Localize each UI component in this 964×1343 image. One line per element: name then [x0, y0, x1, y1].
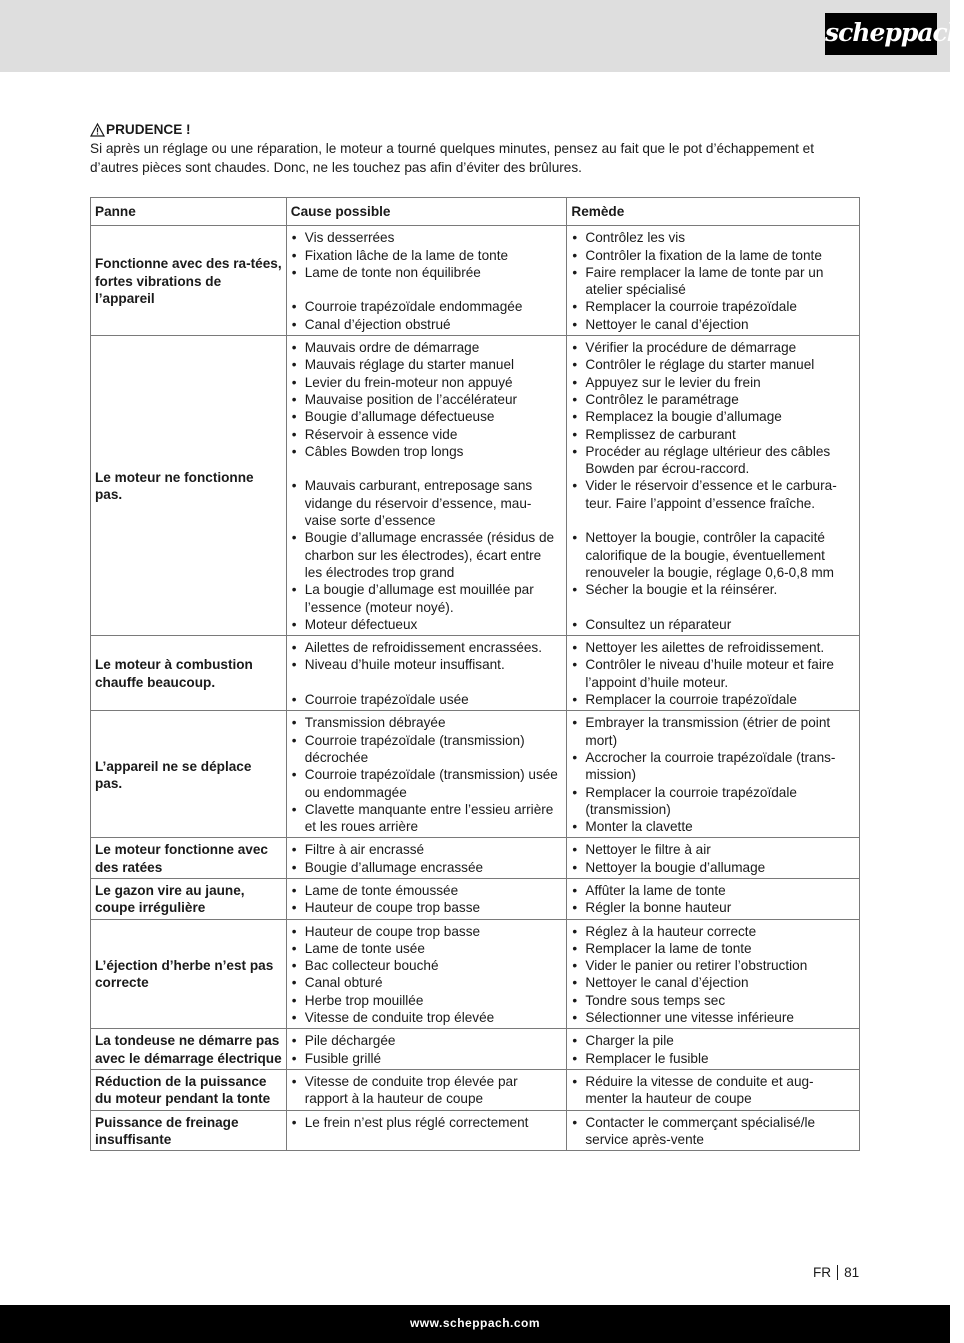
- footer-band: [0, 1305, 950, 1343]
- cause-cell: [286, 226, 567, 336]
- remede-item: • Contacter le commerçant spécialisé/le service après-vente: [571, 1114, 855, 1149]
- remede-cell: [567, 336, 860, 636]
- cause-item: • Transmission débrayée: [291, 714, 563, 731]
- remede-item: • Procéder au réglage ultérieur des câbles Bowden par écrou-raccord.: [571, 443, 855, 478]
- cause-item: • Lame de tonte usée: [291, 940, 563, 957]
- remede-list: [571, 1032, 855, 1067]
- cause-item: • Réservoir à essence vide: [291, 426, 563, 443]
- remede-item: • Remplacer la courroie trapézoïdale: [571, 298, 855, 315]
- warning-heading: [90, 120, 865, 139]
- remede-item: • Appuyez sur le levier du frein: [571, 374, 855, 391]
- list-spacer: [291, 674, 563, 691]
- cause-item: • Fixation lâche de la lame de tonte: [291, 247, 563, 264]
- warning-block: [90, 120, 865, 177]
- list-spacer: [571, 512, 855, 529]
- cause-cell: [286, 1069, 567, 1110]
- cause-cell: [286, 711, 567, 838]
- table-row: [91, 1069, 860, 1110]
- table-row: [91, 1110, 860, 1151]
- remede-item: • Remplacer la courroie trapézoïdale (transmission): [571, 784, 855, 819]
- cause-item: • Canal d’éjection obstrué: [291, 316, 563, 333]
- panne-cell: Puissance de freinage insuffisante: [91, 1110, 287, 1151]
- cause-list: [291, 714, 563, 835]
- remede-item: • Consultez un réparateur: [571, 616, 855, 633]
- cause-list: [291, 1032, 563, 1067]
- cause-item: • Vitesse de conduite trop élevée: [291, 1009, 563, 1026]
- remede-list: [571, 882, 855, 917]
- remede-item: • Accrocher la courroie trapézoïdale (trans-mission): [571, 749, 855, 784]
- remede-item: • Remplacer la lame de tonte: [571, 940, 855, 957]
- cause-cell: [286, 878, 567, 919]
- cause-cell: [286, 1029, 567, 1070]
- header-band: [0, 0, 950, 72]
- remede-item: • Monter la clavette: [571, 818, 855, 835]
- remede-item: • Faire remplacer la lame de tonte par un atelier spécialisé: [571, 264, 855, 299]
- list-spacer: [571, 599, 855, 616]
- warning-text: Si après un réglage ou une réparation, le moteur a tourné quelques minutes, pensez au fait que le pot d’échappement et d’autres pièces sont chaudes. Donc, ne les touchez pas afin d’éviter des brûlures.: [90, 141, 814, 175]
- panne-cell: La tondeuse ne démarre pas avec le démarrage électrique: [91, 1029, 287, 1070]
- remede-item: • Charger la pile: [571, 1032, 855, 1049]
- remede-list: [571, 714, 855, 835]
- remede-item: • Nettoyer la bougie, contrôler la capacité calorifique de la bougie, éventuellement renouveler la bougie, réglage 0,6-0,8 mm: [571, 529, 855, 581]
- remede-item: • Contrôler le niveau d’huile moteur et faire l’appoint d’huile moteur.: [571, 656, 855, 691]
- header-panne: Panne: [91, 198, 287, 226]
- panne-cell: L’appareil ne se déplace pas.: [91, 711, 287, 838]
- remede-item: • Nettoyer la bougie d’allumage: [571, 859, 855, 876]
- remede-item: • Contrôler le réglage du starter manuel: [571, 356, 855, 373]
- warning-triangle-icon: [90, 123, 105, 137]
- cause-item: • Herbe trop mouillée: [291, 992, 563, 1009]
- remede-list: [571, 339, 855, 633]
- cause-item: • Courroie trapézoïdale (transmission) usée ou endommagée: [291, 766, 563, 801]
- troubleshooting-table: [90, 197, 860, 1151]
- cause-item: • Le frein n’est plus réglé correctement: [291, 1114, 563, 1131]
- remede-list: [571, 1114, 855, 1149]
- remede-list: [571, 841, 855, 876]
- cause-list: [291, 882, 563, 917]
- remede-item: • Nettoyer le filtre à air: [571, 841, 855, 858]
- cause-cell: [286, 838, 567, 879]
- cause-cell: [286, 636, 567, 711]
- remede-cell: [567, 636, 860, 711]
- cause-item: • Courroie trapézoïdale (transmission) décrochée: [291, 732, 563, 767]
- cause-item: • Vis desserrées: [291, 229, 563, 246]
- page-number-value: 81: [844, 1265, 860, 1280]
- remede-item: • Remplacer la courroie trapézoïdale: [571, 691, 855, 708]
- header-cause: Cause possible: [286, 198, 567, 226]
- cause-item: • Bac collecteur bouché: [291, 957, 563, 974]
- remede-cell: [567, 838, 860, 879]
- table-header-row: [91, 198, 860, 226]
- table-body: [91, 226, 860, 1151]
- cause-item: • Bougie d’allumage encrassée (résidus de charbon sur les électrodes), écart entre les électrodes trop grand: [291, 529, 563, 581]
- remede-item: • Remplacez la bougie d’allumage: [571, 408, 855, 425]
- table-row: [91, 711, 860, 838]
- remede-item: • Vider le réservoir d’essence et le carbura-teur. Faire l’appoint d’essence fraîche.: [571, 477, 855, 512]
- remede-cell: [567, 919, 860, 1029]
- cause-item: • Niveau d’huile moteur insuffisant.: [291, 656, 563, 673]
- cause-item: • Mauvais réglage du starter manuel: [291, 356, 563, 373]
- table-row: [91, 919, 860, 1029]
- remede-item: • Nettoyer les ailettes de refroidissement.: [571, 639, 855, 656]
- cause-item: • Courroie trapézoïdale usée: [291, 691, 563, 708]
- panne-cell: Le moteur à combustion chauffe beaucoup.: [91, 636, 287, 711]
- table-row: [91, 226, 860, 336]
- panne-cell: Le moteur fonctionne avec des ratées: [91, 838, 287, 879]
- cause-item: • Pile déchargée: [291, 1032, 563, 1049]
- remede-cell: [567, 1029, 860, 1070]
- remede-item: • Régler la bonne hauteur: [571, 899, 855, 916]
- remede-item: • Contrôler la fixation de la lame de tonte: [571, 247, 855, 264]
- panne-cell: Fonctionne avec des ra-tées, fortes vibrations de l’appareil: [91, 226, 287, 336]
- cause-item: • Hauteur de coupe trop basse: [291, 899, 563, 916]
- remede-item: • Sélectionner une vitesse inférieure: [571, 1009, 855, 1026]
- panne-cell: Réduction de la puissance du moteur pendant la tonte: [91, 1069, 287, 1110]
- remede-item: • Contrôlez les vis: [571, 229, 855, 246]
- cause-item: • Fusible grillé: [291, 1050, 563, 1067]
- remede-item: • Nettoyer le canal d’éjection: [571, 316, 855, 333]
- panne-cell: L’éjection d’herbe n’est pas correcte: [91, 919, 287, 1029]
- remede-cell: [567, 1110, 860, 1151]
- table-row: [91, 878, 860, 919]
- remede-item: • Nettoyer le canal d’éjection: [571, 974, 855, 991]
- page-lang: FR: [813, 1265, 832, 1280]
- remede-list: [571, 923, 855, 1027]
- panne-cell: Le gazon vire au jaune, coupe irrégulière: [91, 878, 287, 919]
- warning-title: PRUDENCE !: [106, 122, 191, 137]
- cause-item: • Mauvais carburant, entreposage sans vidange du réservoir d’essence, mau-vaise sorte d’essence: [291, 477, 563, 529]
- remede-cell: [567, 226, 860, 336]
- panne-cell: Le moteur ne fonctionne pas.: [91, 336, 287, 636]
- remede-cell: [567, 878, 860, 919]
- scheppach-logo: scheppach: [825, 13, 937, 55]
- cause-item: • Mauvaise position de l’accélérateur: [291, 391, 563, 408]
- cause-item: • Bougie d’allumage défectueuse: [291, 408, 563, 425]
- cause-list: [291, 841, 563, 876]
- remede-cell: [567, 711, 860, 838]
- page-separator: [837, 1265, 838, 1280]
- cause-item: • Mauvais ordre de démarrage: [291, 339, 563, 356]
- remede-list: [571, 229, 855, 333]
- cause-list: [291, 1114, 563, 1131]
- cause-item: • Hauteur de coupe trop basse: [291, 923, 563, 940]
- cause-cell: [286, 919, 567, 1029]
- remede-item: • Remplissez de carburant: [571, 426, 855, 443]
- cause-item: • Canal obturé: [291, 974, 563, 991]
- cause-item: • Filtre à air encrassé: [291, 841, 563, 858]
- cause-item: • Courroie trapézoïdale endommagée: [291, 298, 563, 315]
- remede-item: • Affûter la lame de tonte: [571, 882, 855, 899]
- remede-item: • Réduire la vitesse de conduite et aug-menter la hauteur de coupe: [571, 1073, 855, 1108]
- list-spacer: [291, 281, 563, 298]
- cause-item: • Lame de tonte émoussée: [291, 882, 563, 899]
- remede-item: • Embrayer la transmission (étrier de point mort): [571, 714, 855, 749]
- remede-item: • Vider le panier ou retirer l’obstruction: [571, 957, 855, 974]
- remede-item: • Remplacer le fusible: [571, 1050, 855, 1067]
- cause-list: [291, 639, 563, 708]
- cause-list: [291, 339, 563, 633]
- remede-cell: [567, 1069, 860, 1110]
- list-spacer: [291, 460, 563, 477]
- table-row: [91, 636, 860, 711]
- remede-item: • Contrôlez le paramétrage: [571, 391, 855, 408]
- cause-list: [291, 1073, 563, 1108]
- cause-item: • La bougie d’allumage est mouillée par l’essence (moteur noyé).: [291, 581, 563, 616]
- remede-item: • Sécher la bougie et la réinsérer.: [571, 581, 855, 598]
- remede-list: [571, 639, 855, 708]
- cause-cell: [286, 336, 567, 636]
- footer-url[interactable]: www.scheppach.com: [409, 1316, 541, 1330]
- table-row: [91, 336, 860, 636]
- cause-item: • Levier du frein-moteur non appuyé: [291, 374, 563, 391]
- cause-item: • Ailettes de refroidissement encrassées.: [291, 639, 563, 656]
- header-remede: Remède: [567, 198, 860, 226]
- cause-list: [291, 229, 563, 333]
- page-number: [813, 1265, 859, 1280]
- cause-cell: [286, 1110, 567, 1151]
- cause-item: • Vitesse de conduite trop élevée par rapport à la hauteur de coupe: [291, 1073, 563, 1108]
- cause-item: • Câbles Bowden trop longs: [291, 443, 563, 460]
- cause-list: [291, 923, 563, 1027]
- cause-item: • Moteur défectueux: [291, 616, 563, 633]
- table-row: [91, 838, 860, 879]
- remede-item: • Tondre sous temps sec: [571, 992, 855, 1009]
- remede-list: [571, 1073, 855, 1108]
- remede-item: • Réglez à la hauteur correcte: [571, 923, 855, 940]
- cause-item: • Lame de tonte non équilibrée: [291, 264, 563, 281]
- remede-item: • Vérifier la procédure de démarrage: [571, 339, 855, 356]
- cause-item: • Bougie d’allumage encrassée: [291, 859, 563, 876]
- table-row: [91, 1029, 860, 1070]
- cause-item: • Clavette manquante entre l’essieu arrière et les roues arrière: [291, 801, 563, 836]
